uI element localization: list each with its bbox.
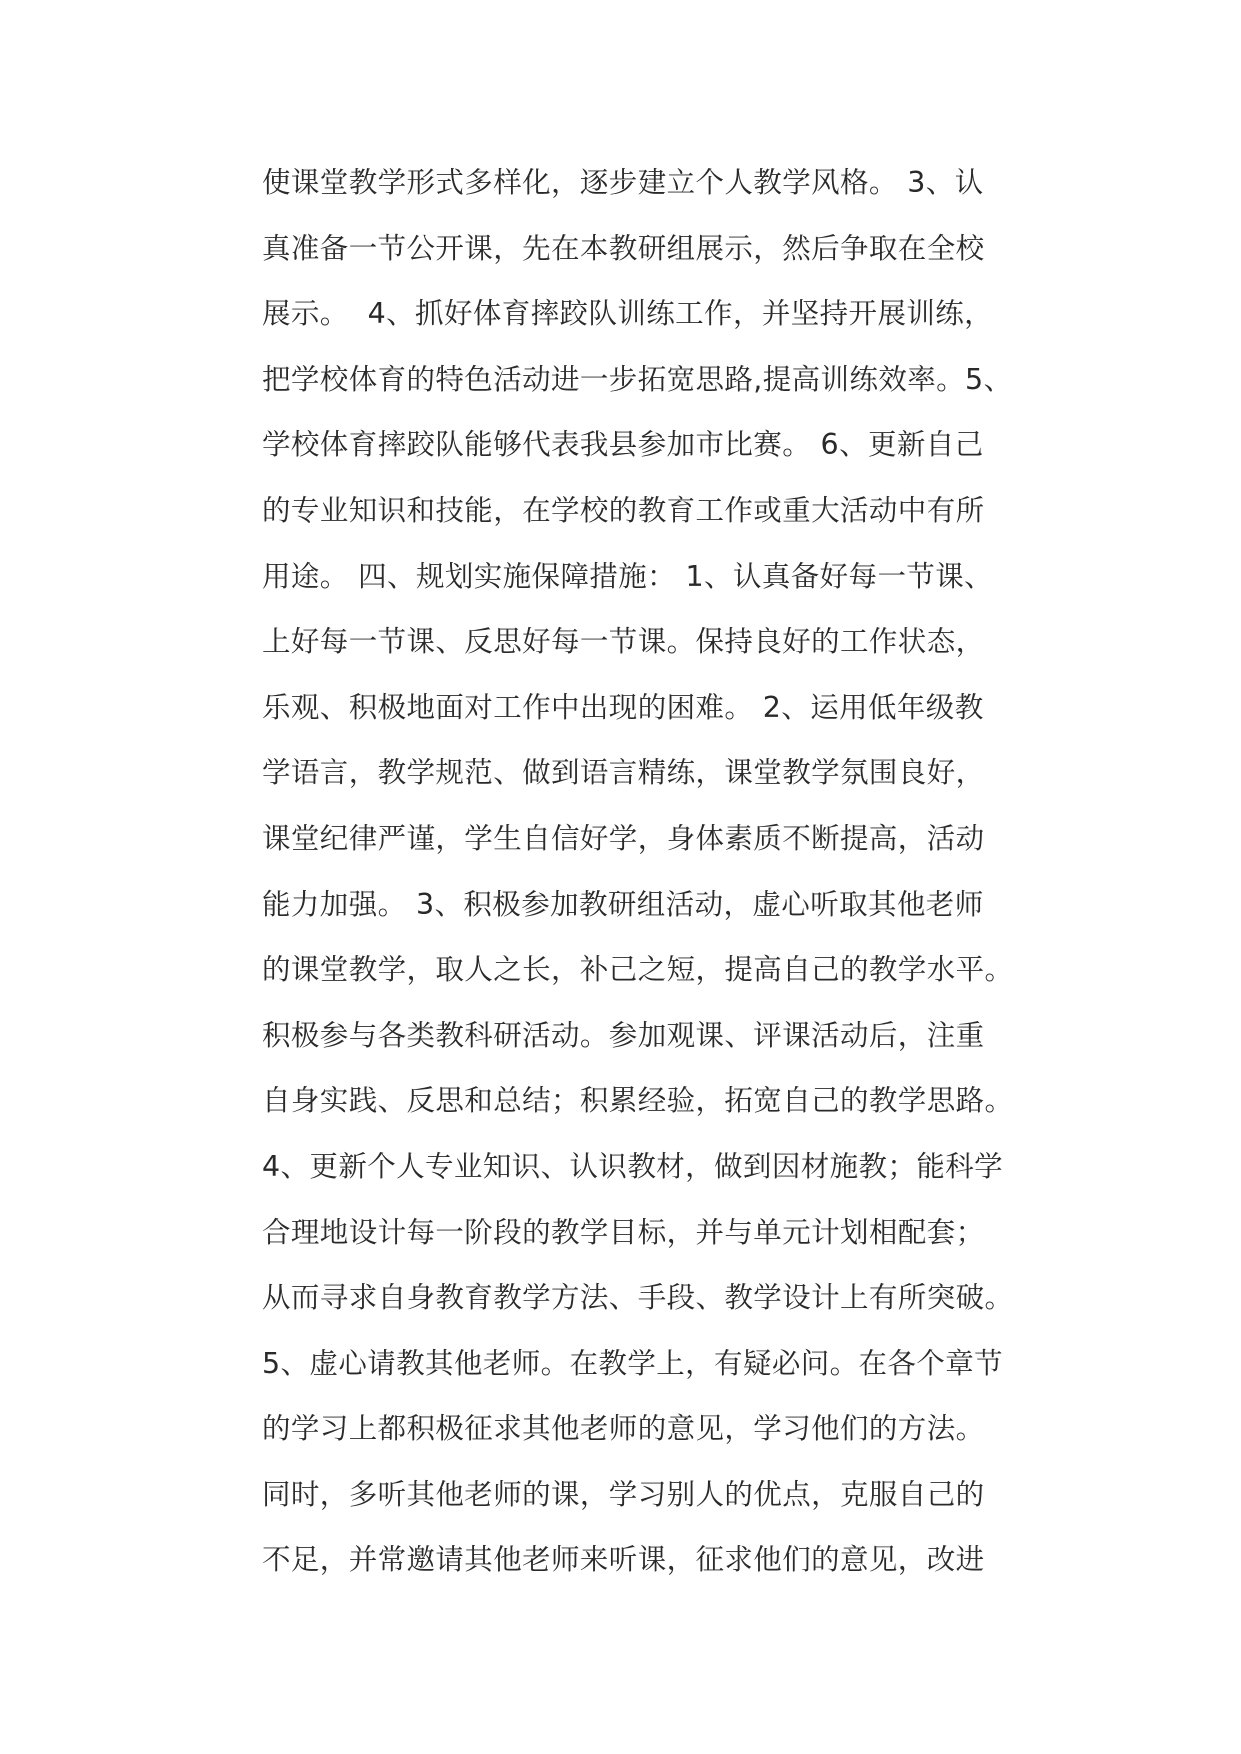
text-line-11: 课堂纪律严谨，学生自信好学，身体素质不断提高，活动 [262, 821, 985, 855]
text-line-5: 学校体育摔跤队能够代表我县参加市比赛。 6、更新自己 [262, 428, 984, 462]
text-line-22: 不足，并常邀请其他老师来听课，征求他们的意见，改进 [262, 1543, 985, 1577]
text-line-21: 同时，多听其他老师的课，学习别人的优点，克服自己的 [262, 1477, 985, 1511]
text-line-15: 自身实践、反思和总结；积累经验，拓宽自己的教学思路。 [262, 1084, 1014, 1118]
text-line-18: 从而寻求自身教育教学方法、手段、教学设计上有所突破。 [262, 1281, 1014, 1315]
text-line-20: 的学习上都积极征求其他老师的意见，学习他们的方法。 [262, 1412, 985, 1446]
body-text [262, 150, 1062, 1593]
text-line-13: 的课堂教学，取人之长，补己之短，提高自己的教学水平。 [262, 953, 1014, 987]
text-line-9: 乐观、积极地面对工作中出现的困难。 2、运用低年级教 [262, 690, 984, 724]
text-line-12: 能力加强。 3、积极参加教研组活动，虚心听取其他老师 [262, 887, 984, 921]
text-line-6: 的专业知识和技能，在学校的教育工作或重大活动中有所 [262, 493, 985, 527]
text-line-2: 真准备一节公开课，先在本教研组展示，然后争取在全校 [262, 231, 985, 265]
text-line-1: 使课堂教学形式多样化，逐步建立个人教学风格。 3、认 [262, 166, 984, 199]
text-line-7: 用途。 四、规划实施保障措施： 1、认真备好每一节课、 [262, 559, 994, 593]
text-line-3: 展示。 4、抓好体育摔跤队训练工作，并坚持开展训练， [262, 297, 994, 331]
text-line-19: 5、虚心请教其他老师。在教学上，有疑必问。在各个章节 [262, 1346, 1004, 1380]
text-line-17: 合理地设计每一阶段的教学目标，并与单元计划相配套； [262, 1215, 985, 1249]
text-line-10: 学语言，教学规范、做到语言精练，课堂教学氛围良好， [262, 756, 985, 790]
text-line-14: 积极参与各类教科研活动。参加观课、评课活动后，注重 [262, 1018, 985, 1052]
text-line-4: 把学校体育的特色活动进一步拓宽思路,提高训练效率。5、 [262, 362, 1013, 396]
text-line-8: 上好每一节课、反思好每一节课。保持良好的工作状态， [262, 625, 985, 659]
text-line-16: 4、更新个人专业知识、认识教材，做到因材施教；能科学 [262, 1149, 1004, 1183]
